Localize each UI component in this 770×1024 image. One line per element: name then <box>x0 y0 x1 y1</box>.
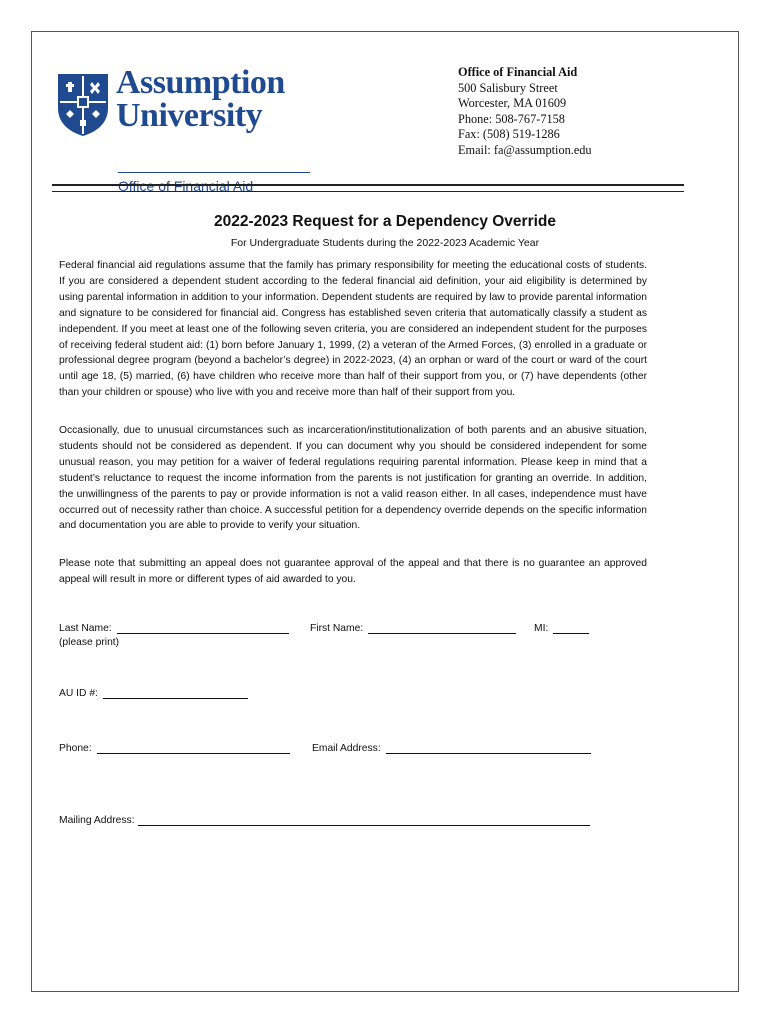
office-city: Worcester, MA 01609 <box>458 96 567 111</box>
header-divider <box>52 184 684 192</box>
phone-label: Phone: <box>59 743 92 754</box>
first-name-label: First Name: <box>310 623 364 634</box>
mailing-address-label: Mailing Address: <box>59 815 135 826</box>
middle-initial-label: MI: <box>534 623 549 634</box>
paragraph-dependency-criteria: Federal financial aid regulations assume that the family has primary responsibility for meeting the educational costs of students. If you are considered a dependent student according to the federal financial aid definition, your aid eligibility is determined by using parental information in addition to your information. Dependent students are required by law to provide parental information and signature to be considered for financial aid. Congress has established seven criteria that automatically classify a student as independent. If you meet at least one of the following seven criteria, you are considered an independent student for the purposes of receiving federal student aid: (1) born before January 1, 1999, (2) a veteran of the Armed Forces, (3) enrolled in a graduate or professional degree program (beyond a bachelor’s degree) in 2022-2023, (4) an orphan or ward of the court or ward of the court until age 18, (5) married, (6) have children who receive more than half of their support from you, or (7) have dependents (other than your children or spouse) who live with you and receive more than half of their support from you. <box>59 260 647 399</box>
phone-input[interactable] <box>97 741 290 754</box>
university-name <box>116 66 285 132</box>
paragraph-approval-note: Please note that submitting an appeal does not guarantee approval of the appeal and that there is no guarantee an approved appeal will result in more or different types of aid awarded to you. <box>59 558 647 585</box>
first-name-field <box>310 621 516 634</box>
email-input[interactable] <box>386 741 591 754</box>
phone-field <box>59 741 290 754</box>
email-label: Email Address: <box>312 743 381 754</box>
logo-divider <box>118 172 310 173</box>
document-title: 2022-2023 Request for a Dependency Override <box>213 213 556 230</box>
office-email: Email: fa@assumption.edu <box>458 142 592 157</box>
office-title: Office of Financial Aid <box>458 65 578 79</box>
university-name-line2: University <box>116 97 263 134</box>
middle-initial-input[interactable] <box>553 621 589 634</box>
au-id-input[interactable] <box>103 686 248 699</box>
document-subtitle: For Undergraduate Students during the 2022-2023 Academic Year <box>230 237 540 249</box>
middle-initial-field <box>534 621 589 634</box>
au-id-field <box>59 686 248 699</box>
email-field <box>312 741 591 754</box>
last-name-label: Last Name: <box>59 623 112 634</box>
office-phone: Phone: 508-767-7158 <box>458 111 565 126</box>
mailing-address-field <box>59 813 590 826</box>
office-street: 500 Salisbury Street <box>458 80 558 95</box>
office-fax: Fax: (508) 519-1286 <box>458 127 560 142</box>
mailing-address-input[interactable] <box>138 813 590 826</box>
logo-subtitle: Office of Financial Aid <box>118 178 254 194</box>
paragraph-unusual-circumstances: Occasionally, due to unusual circumstances such as incarceration/institutionalization of both parents and an abusive situation, students should not be considered as dependent. If you can document why you should be considered independent for some unusual reason, you may petition for a waiver of federal regulations requiring parental information. Please keep in mind that a student’s reluctance to request the income information from the parents is not justification for granting an override. In addition, the unwillingness of the parents to pay or provide information is not a valid reason either. In all cases, independence must have occurred out of necessity rather than choice. A successful petition for a dependency override depends on the specific information and documentation you are able to provide to verify your situation. <box>59 425 647 532</box>
university-name-line1: Assumption <box>116 64 285 101</box>
first-name-input[interactable] <box>368 621 516 634</box>
last-name-input[interactable] <box>117 621 289 634</box>
last-name-hint: (please print) <box>59 637 120 648</box>
office-address-block <box>458 65 592 159</box>
university-shield-icon <box>56 72 110 138</box>
last-name-field <box>59 621 289 634</box>
au-id-label: AU ID #: <box>59 688 98 699</box>
